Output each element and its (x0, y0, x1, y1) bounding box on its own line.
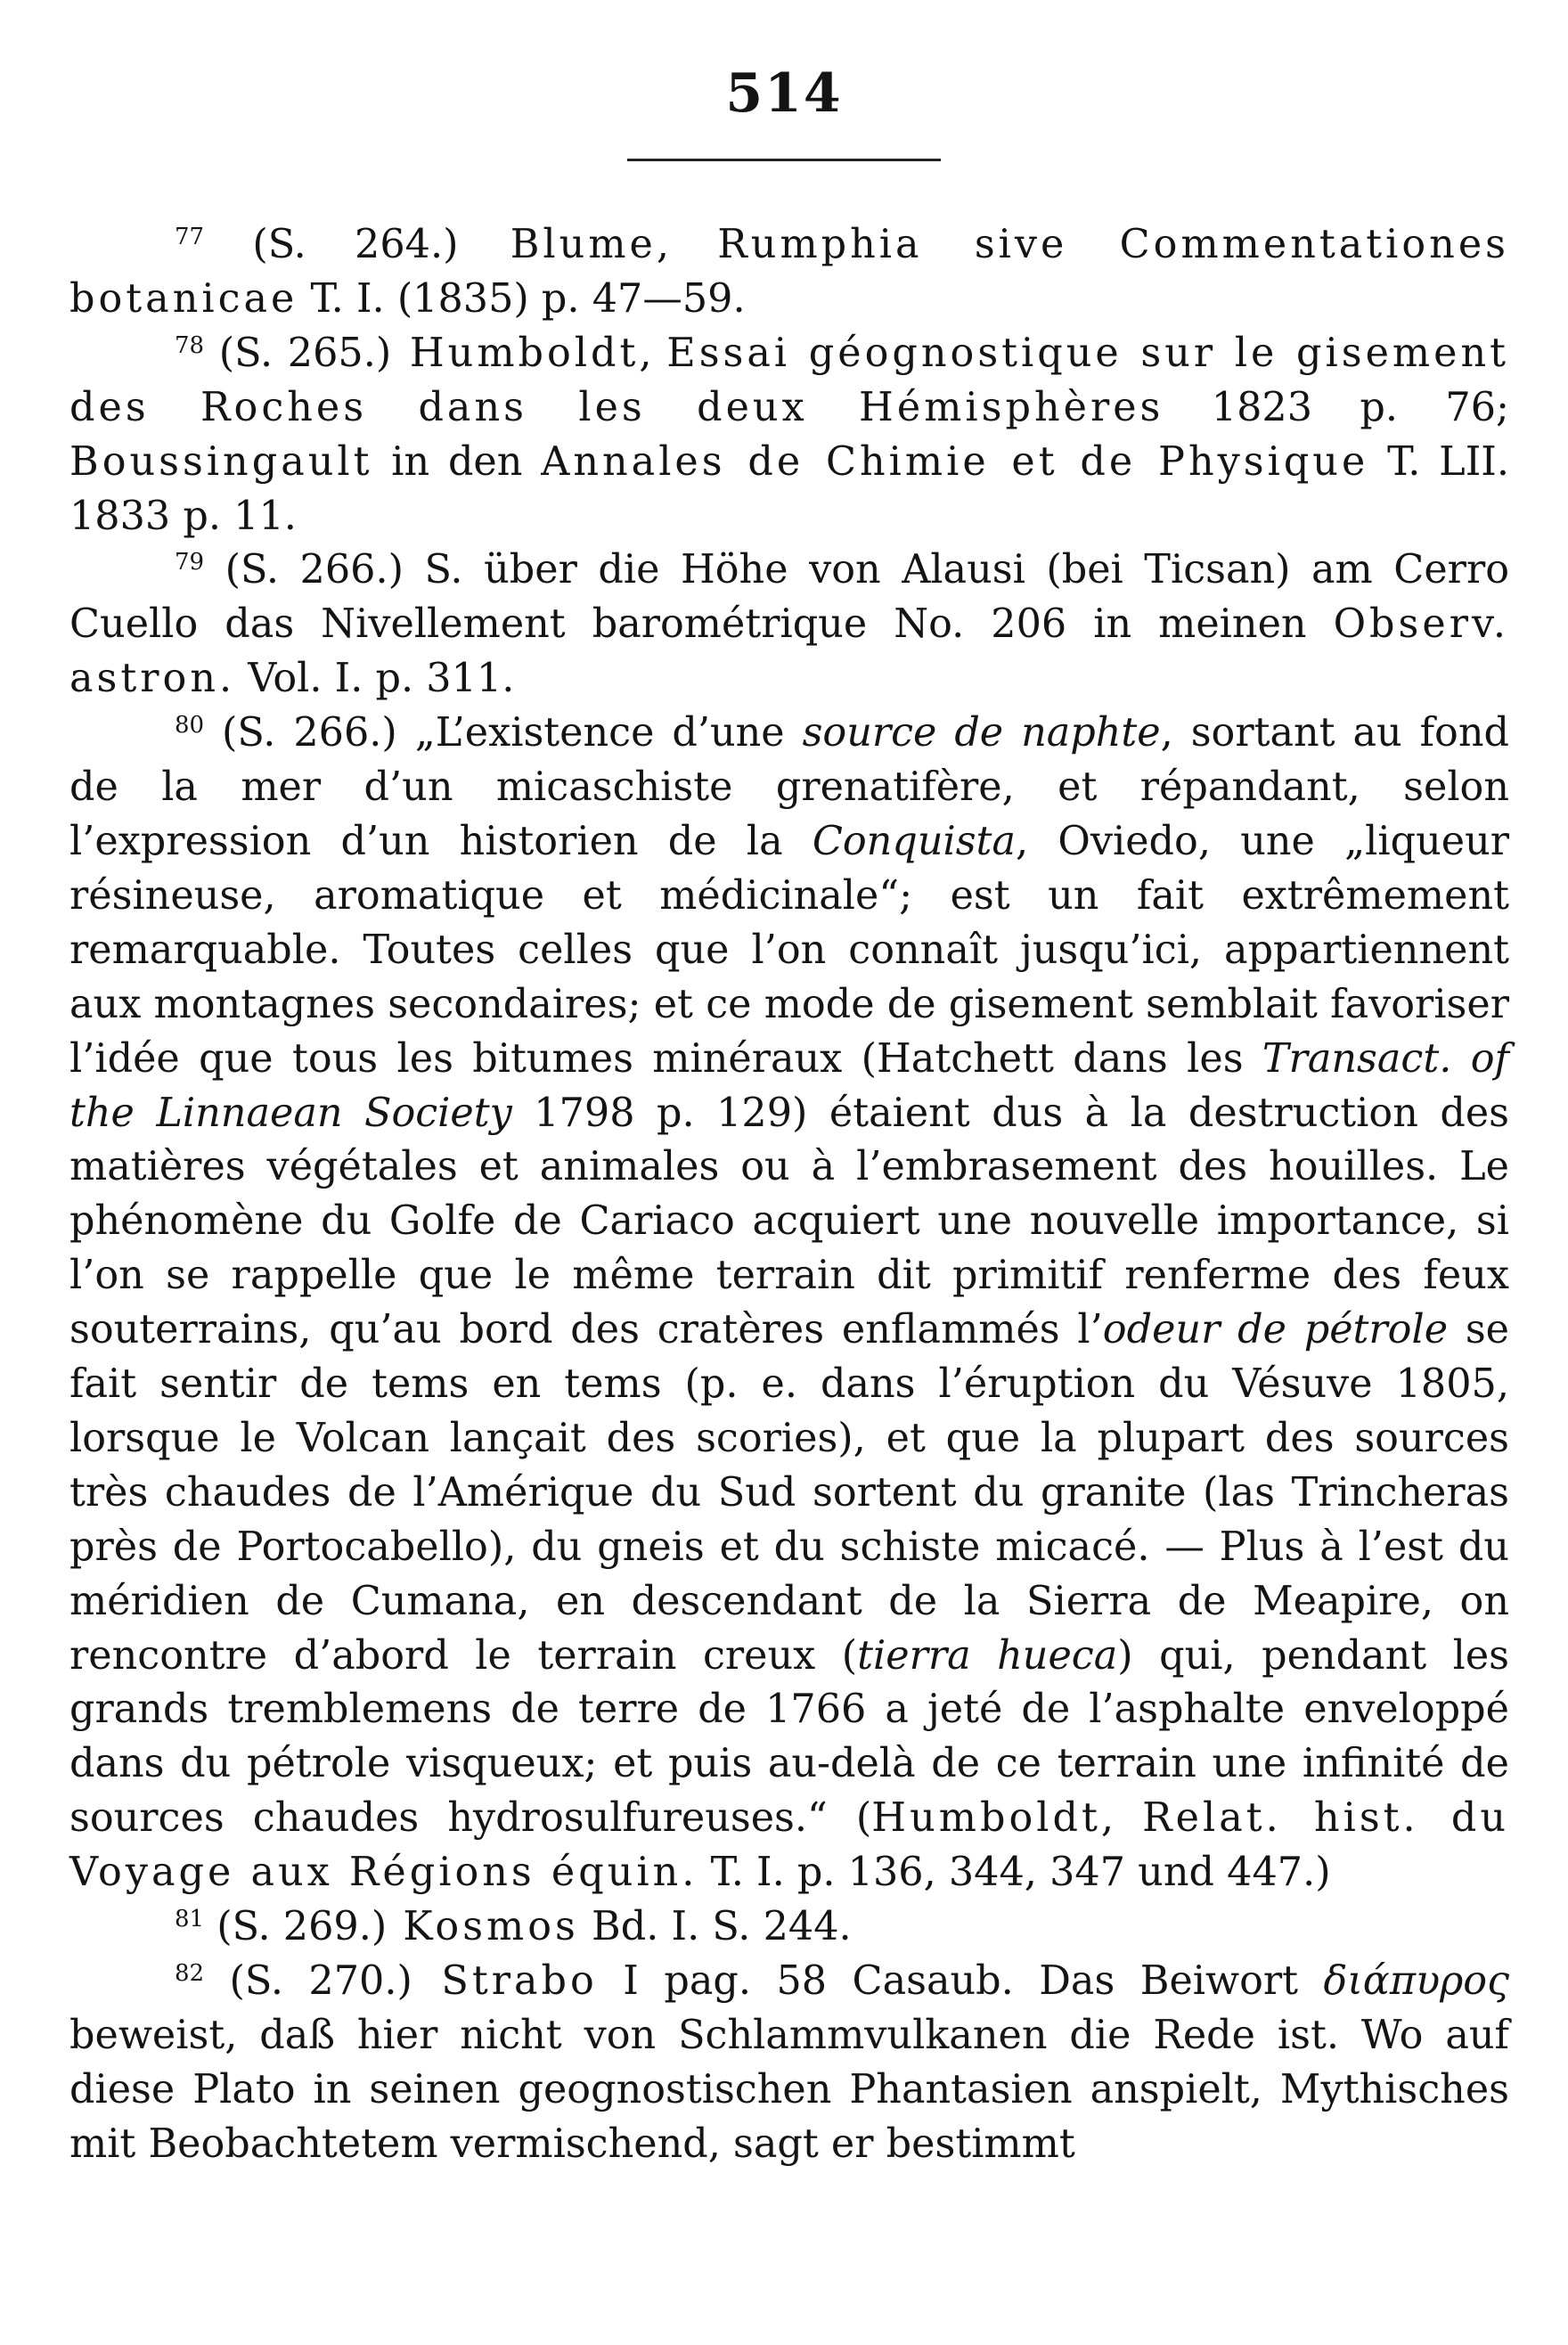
footnote-text: T. LII. 1833 p. 11. (69, 438, 1509, 539)
footnote-number: 78 (175, 331, 205, 359)
footnote-text: beweist, daß hier nicht von Schlammvulkanen die Rede ist. Wo auf diese Plato in seinen geognostischen Phantasien anspielt, Mythisches mit Beobachtetem vermischend, sagt er bestimmt (69, 2012, 1509, 2167)
footnote-text: διάπυρος (1323, 1958, 1510, 2004)
footnote-text: I pag. 58 Casaub. Das Beiwort (597, 1958, 1324, 2004)
footnote-text: Rumphia sive Commentationes botanicae (69, 222, 1509, 322)
footnote-77 (69, 218, 1509, 327)
footnote-text: , (1100, 1795, 1143, 1842)
footnote-text: 1823 p. 76; (1164, 384, 1509, 430)
footnote-text: Humboldt (391, 330, 640, 376)
footnote-text: „L’existence d’une (396, 710, 803, 756)
footnote-text: Kosmos (387, 1904, 579, 1950)
footnote-79 (69, 543, 1509, 707)
footnote-text: , (656, 222, 718, 267)
footnote-text: , Oviedo, une „liqueur résineuse, aromatique et médicinale“; est un fait extrêmement remarquable. Toutes celles que l’on connaît jusqu’ici, appartiennent aux montagnes secondaires; et ce mode de gisement semblait favoriser l’idée que tous les bitumes minéraux (Hatchett dans les (69, 818, 1510, 1082)
footnote-text: source de naphte (802, 710, 1161, 756)
footnote-text: 1798 p. 129) étaient dus à la destruction des matières végétales et animales ou à l’embrasement des houilles. Le phénomène du Golfe de Cariaco acquiert une nouvelle importance, si l’on se rappelle que le même terrain dit primitif renferme des feux souterrains, qu’au bord des cratères enflammés l’ (69, 1090, 1509, 1353)
footnote-text: Boussingault (69, 438, 373, 485)
footnote-page-ref: (S. 264.) (204, 222, 459, 267)
footnote-text: T. I. p. 136, 344, 347 und 447.) (698, 1850, 1331, 1896)
footnote-number: 80 (175, 712, 205, 739)
footnote-number: 81 (175, 1906, 205, 1933)
footnote-number: 79 (175, 549, 205, 576)
footnote-text: Bd. I. S. 244. (578, 1904, 852, 1950)
footnote-78 (69, 327, 1509, 544)
footnote-text: in den (372, 438, 542, 485)
footnote-text: Conquista (812, 818, 1016, 864)
footnote-text: tierra hueca (857, 1632, 1118, 1679)
footnote-text: S. über die Höhe von Alausi (bei Ticsan) am Cerro Cuello das Nivellement barométrique No. 206 in meinen (69, 547, 1510, 648)
footnote-text: Transact. of the Linnaean Society (69, 1035, 1509, 1136)
header-rule (627, 159, 941, 161)
footnotes (69, 218, 1509, 2172)
footnote-text: Blume (458, 222, 657, 267)
footnote-number: 82 (175, 1960, 205, 1987)
footnote-text: , sortant au fond de la mer d’un micaschiste grenatifère, et répandant, selon l’expression d’un historien de la (69, 710, 1509, 864)
footnote-text: T. I. (1835) p. 47—59. (298, 275, 746, 322)
page-number: 514 (725, 62, 843, 125)
footnote-82 (69, 1955, 1509, 2172)
footnote-page-ref: (S. 265.) (204, 330, 392, 376)
footnote-text: Annales de Chimie et de Physique (541, 438, 1369, 485)
footnote-text: , (639, 330, 667, 376)
footnote-number: 77 (175, 224, 205, 250)
footnote-text: Essai géognostique sur le gisement des Roches dans les deux Hémisphères (69, 330, 1509, 430)
footnote-text: odeur de pétrole (1102, 1307, 1449, 1353)
footnote-text: ) qui, pendant les grands tremblemens de terre de 1766 a jeté de l’asphalte enveloppé dans du pétrole visqueux; et puis au-delà de ce terrain une infinité de sources chaudes hydrosulfureuses.“ ( (69, 1632, 1510, 1842)
footnote-text: Relat. hist. du Voyage aux Régions équin. (69, 1795, 1510, 1896)
footnote-80 (69, 707, 1509, 1900)
footnote-page-ref: (S. 266.) (204, 710, 397, 756)
footnote-text: se fait sentir de tems en tems (p. e. dans l’éruption du Vésuve 1805, lorsque le Volcan lançait des scories), et que la plupart des sources très chaudes de l’Amérique du Sud sortent du granite (las Trincheras près de Portocabello), du gneis et du schiste micacé. — Plus à l’est du méridien de Cumana, en descendant de la Sierra de Meapire, on rencontre d’abord le terrain creux ( (69, 1307, 1509, 1679)
footnote-text: Observ. astron. (69, 601, 1509, 702)
footnote-page-ref: (S. 266.) (204, 547, 404, 593)
footnote-81 (69, 1900, 1509, 1955)
footnote-text: Humboldt (871, 1795, 1101, 1842)
footnote-text: Strabo (412, 1958, 598, 2004)
footnote-text: Vol. I. p. 311. (235, 656, 515, 702)
footnote-page-ref: (S. 270.) (204, 1958, 412, 2004)
footnote-page-ref: (S. 269.) (204, 1904, 388, 1950)
